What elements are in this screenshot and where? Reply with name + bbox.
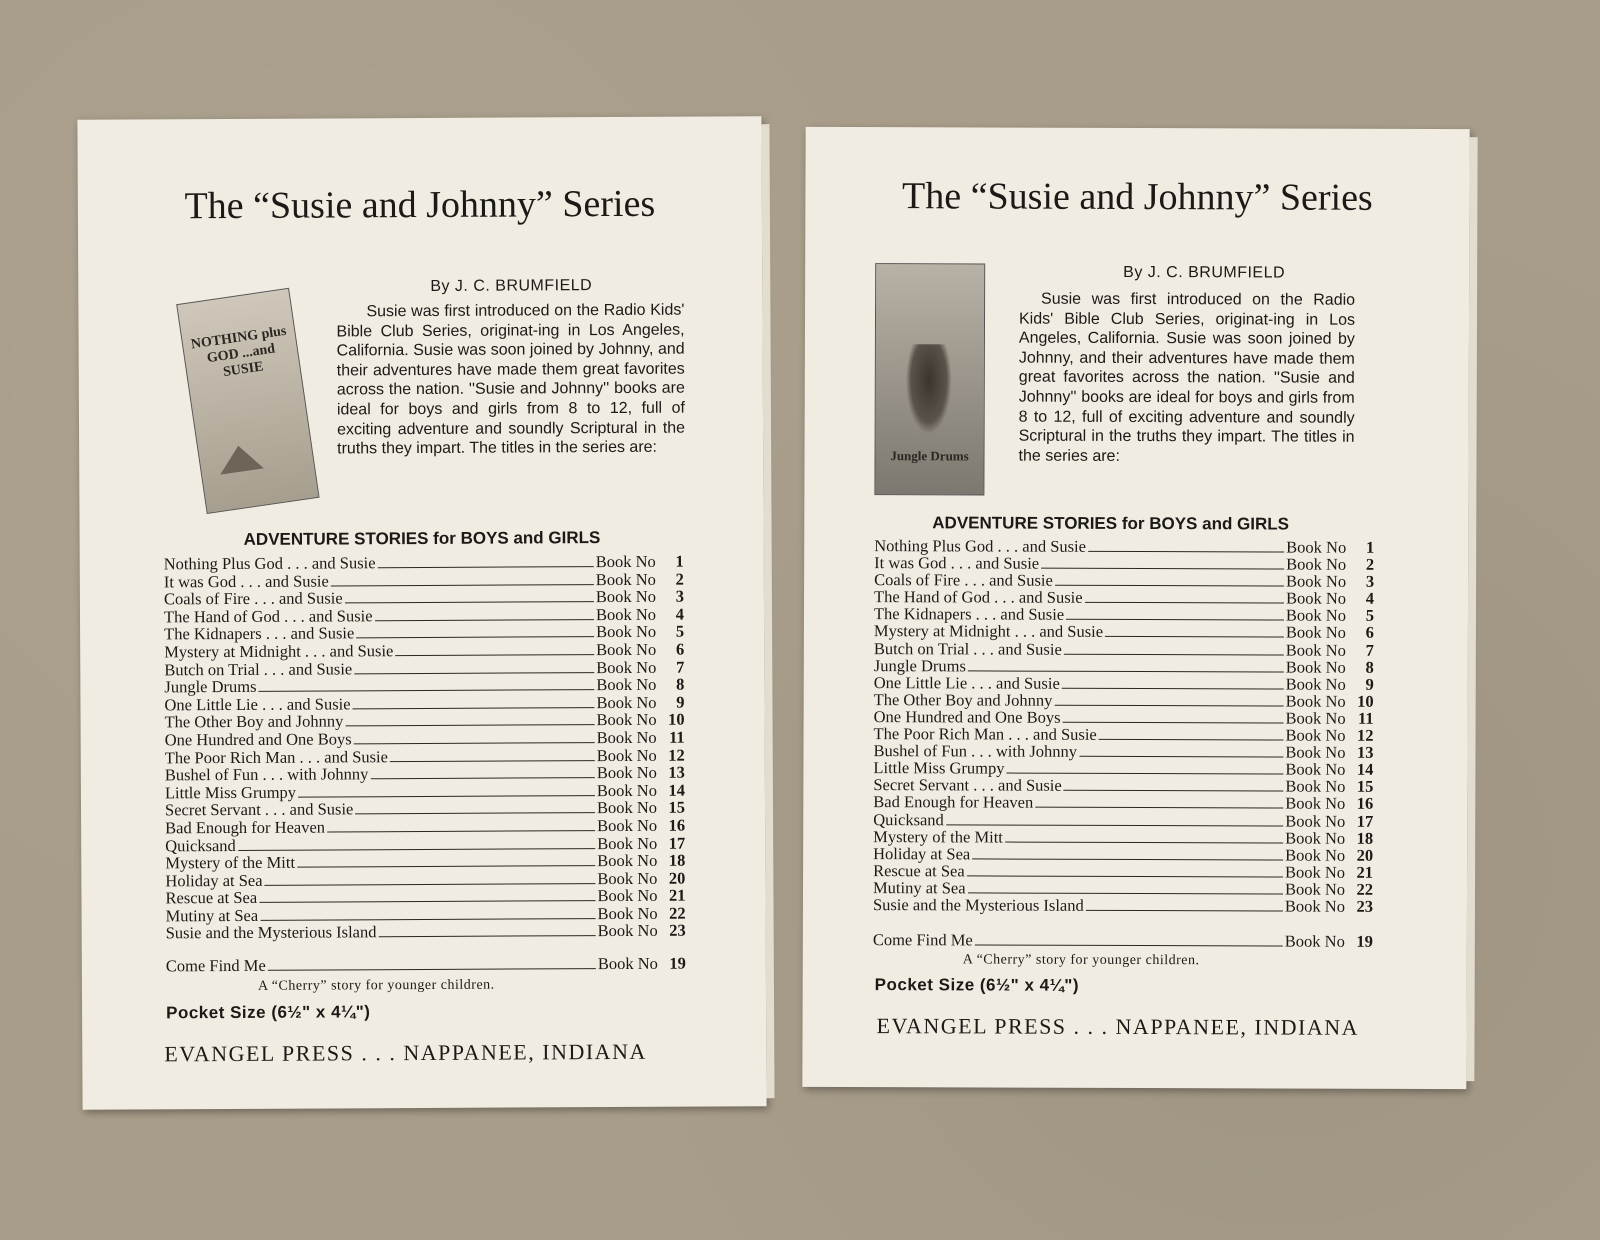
leader-line xyxy=(946,823,1283,826)
book-number: 10 xyxy=(668,709,685,730)
book-label: Book No xyxy=(1285,640,1346,660)
book-number: 6 xyxy=(675,639,685,659)
leader-line xyxy=(1035,806,1283,809)
book-number: 2 xyxy=(1365,554,1375,574)
list-item xyxy=(873,931,1373,950)
book-label: Book No xyxy=(1284,931,1345,951)
book-number: 8 xyxy=(676,674,685,694)
book-title: Mystery at Midnight . . . and Susie xyxy=(164,641,394,662)
book-list xyxy=(873,537,1374,915)
leader-line xyxy=(1007,772,1284,775)
book-label: Book No xyxy=(596,762,657,783)
book-title: Nothing Plus God . . . and Susie xyxy=(163,553,376,574)
book-label: Book No xyxy=(596,745,657,765)
book-number: 16 xyxy=(1356,794,1374,814)
cherry-note: A “Cherry” story for younger children. xyxy=(962,952,1200,969)
book-label: Book No xyxy=(596,622,657,642)
leader-line xyxy=(968,891,1283,894)
leader-line xyxy=(390,759,595,762)
leader-line xyxy=(298,794,595,798)
book-label: Book No xyxy=(1285,862,1346,882)
book-number: 3 xyxy=(1365,571,1375,592)
leader-line xyxy=(1041,567,1284,570)
book-label: Book No xyxy=(597,903,658,923)
leader-line xyxy=(238,847,595,851)
leader-line xyxy=(379,935,596,938)
book-number: 15 xyxy=(668,797,686,818)
book-number: 23 xyxy=(669,921,686,941)
book-label: Book No xyxy=(1284,879,1346,899)
book-label: Book No xyxy=(1285,708,1346,728)
leader-line xyxy=(1064,789,1284,792)
book-number: 12 xyxy=(668,745,685,765)
book-label: Book No xyxy=(595,604,657,624)
pocket-size: Pocket Size (6½" x 4¼") xyxy=(874,975,1080,995)
series-title: The “Susie and Johnny” Series xyxy=(184,182,656,228)
book-label: Book No xyxy=(1286,537,1347,557)
leader-line xyxy=(1085,601,1284,604)
book-label: Book No xyxy=(596,727,657,748)
book-cover-image xyxy=(176,288,319,514)
book-title: Come Find Me xyxy=(872,930,973,950)
book-number: 17 xyxy=(1356,811,1374,831)
book-label: Book No xyxy=(595,569,656,589)
leader-line xyxy=(260,917,595,921)
book-list xyxy=(164,553,686,943)
book-number: 7 xyxy=(1365,640,1374,660)
book-number: 22 xyxy=(1356,879,1374,899)
book-number: 12 xyxy=(1357,725,1374,745)
booklet-edge xyxy=(1466,137,1477,1081)
book-number: 10 xyxy=(1357,691,1374,711)
book-title: Mutiny at Sea xyxy=(165,905,259,926)
list-item xyxy=(873,896,1373,915)
leader-line xyxy=(354,741,595,744)
book-number: 8 xyxy=(1365,657,1374,677)
book-title: Bushel of Fun . . . with Johnny xyxy=(164,764,369,785)
book-label: Book No xyxy=(597,886,658,906)
book-label: Book No xyxy=(1284,896,1345,916)
book-number: 16 xyxy=(668,815,686,835)
leader-line xyxy=(268,967,596,971)
list-heading: ADVENTURE STORIES for BOYS and GIRLS xyxy=(932,513,1290,534)
leader-line xyxy=(968,669,1284,672)
book-title: The Other Boy and Johnny xyxy=(873,689,1053,710)
leader-line xyxy=(1086,909,1283,912)
leader-line xyxy=(1099,738,1284,741)
book-number: 4 xyxy=(675,604,685,624)
book-label: Book No xyxy=(1285,845,1346,865)
book-title: Bad Enough for Heaven xyxy=(165,817,326,838)
book-label: Book No xyxy=(597,921,658,941)
list-item xyxy=(166,922,686,942)
book-label: Book No xyxy=(597,833,658,853)
book-title: Secret Servant . . . and Susie xyxy=(164,799,354,820)
book-number: 14 xyxy=(668,780,685,800)
book-number: 22 xyxy=(669,903,686,923)
intro-paragraph: Susie was first introduced on the Radio Kids' Bible Club Series, originat-ing in Los Angeles, California. Susie was soon joined by Johnny, and their adventures have made them great favorites across the nation. ''Susie and Johnny'' books are ideal for boys and girls from 8 to 12, full of exciting adventure and soundly Scriptural in the truths they impart. The titles in the series are: xyxy=(336,301,686,458)
pocket-size: Pocket Size (6½" x 4¼") xyxy=(166,1002,371,1023)
leader-line xyxy=(1055,584,1284,587)
book-label: Book No xyxy=(597,953,658,974)
leader-line xyxy=(1105,635,1284,638)
leader-line xyxy=(1062,686,1284,689)
book-label: Book No xyxy=(1285,691,1346,711)
book-label: Book No xyxy=(1286,571,1347,591)
book-number: 17 xyxy=(668,833,686,853)
book-number: 1 xyxy=(1365,537,1375,557)
leader-line xyxy=(356,635,594,638)
leader-line xyxy=(354,671,594,674)
book-title: One Hundred and One Boys xyxy=(164,729,352,750)
leader-line xyxy=(1066,618,1284,621)
book-label: Book No xyxy=(1285,793,1346,814)
book-number: 2 xyxy=(675,569,684,589)
cherry-note: A “Cherry” story for younger children. xyxy=(257,977,495,994)
book-label: Book No xyxy=(596,639,657,660)
book-title: The Hand of God . . . and Susie xyxy=(874,587,1083,608)
book-number: 15 xyxy=(1356,777,1374,797)
book-number: 21 xyxy=(668,885,686,905)
leader-line xyxy=(975,943,1283,946)
leader-line xyxy=(378,565,594,568)
booklet-edge xyxy=(761,124,774,1098)
book-title: It was God . . . and Susie xyxy=(163,571,329,591)
book-number: 7 xyxy=(675,657,685,677)
book-label: Book No xyxy=(1285,828,1346,848)
series-title: The “Susie and Johnny” Series xyxy=(902,175,1373,219)
book-title: Bushel of Fun . . . with Johnny xyxy=(873,741,1078,761)
book-number: 5 xyxy=(675,622,685,642)
book-number: 9 xyxy=(676,692,685,712)
book-number: 1 xyxy=(675,551,684,571)
book-title: Secret Servant . . . and Susie xyxy=(873,775,1062,796)
book-title: Jungle Drums xyxy=(164,677,257,697)
book-title: Mystery at Midnight . . . and Susie xyxy=(873,621,1104,642)
book-title: Coals of Fire . . . and Susie xyxy=(874,570,1053,590)
extra-book-list xyxy=(166,955,686,975)
book-title: Come Find Me xyxy=(165,955,266,976)
book-label: Book No xyxy=(1285,588,1347,609)
book-label: Book No xyxy=(596,780,657,800)
publisher-line: EVANGEL PRESS . . . NAPPANEE, INDIANA xyxy=(876,1013,1360,1040)
author-line: By J. C. BRUMFIELD xyxy=(1123,263,1286,282)
book-number: 20 xyxy=(668,868,686,888)
book-title: Holiday at Sea xyxy=(165,870,263,891)
list-item xyxy=(873,793,1373,812)
book-label: Book No xyxy=(596,798,658,818)
book-title: The Hand of God . . . and Susie xyxy=(163,606,373,627)
leader-line xyxy=(370,776,594,779)
book-title: Little Miss Grumpy xyxy=(873,758,1005,778)
book-title: It was God . . . and Susie xyxy=(874,553,1040,573)
book-number: 23 xyxy=(1356,896,1373,916)
book-title: Nothing Plus God . . . and Susie xyxy=(874,536,1087,556)
book-title: Susie and the Mysterious Island xyxy=(165,922,377,943)
book-title: One Little Lie . . . and Susie xyxy=(164,694,351,715)
cover-title: Jungle Drums xyxy=(890,448,969,464)
leader-line xyxy=(331,583,594,586)
leader-line xyxy=(297,864,595,868)
list-item xyxy=(166,955,686,975)
book-label: Book No xyxy=(1286,554,1347,574)
book-number: 3 xyxy=(675,586,684,606)
book-label: Book No xyxy=(1285,776,1346,797)
leader-line xyxy=(395,653,594,656)
book-label: Book No xyxy=(1285,622,1346,643)
book-label: Book No xyxy=(597,868,658,888)
leader-line xyxy=(259,688,595,692)
book-label: Book No xyxy=(1285,725,1346,745)
cover-title: NOTHING plus GOD ...and SUSIE xyxy=(190,323,288,381)
book-title: Bad Enough for Heaven xyxy=(873,792,1034,813)
leader-line xyxy=(1064,652,1284,655)
book-title: The Kidnapers . . . and Susie xyxy=(164,623,355,644)
book-title: Mutiny at Sea xyxy=(872,877,966,898)
book-label: Book No xyxy=(1285,657,1346,677)
book-title: Little Miss Grumpy xyxy=(164,782,297,803)
leader-line xyxy=(259,899,595,903)
leader-line xyxy=(1054,704,1283,707)
leader-line xyxy=(967,874,1283,877)
book-number: 11 xyxy=(1357,708,1374,728)
book-title: Susie and the Mysterious Island xyxy=(872,895,1084,915)
book-label: Book No xyxy=(596,674,657,695)
book-title: Holiday at Sea xyxy=(873,843,971,864)
book-title: The Poor Rich Man . . . and Susie xyxy=(164,746,388,767)
intro-paragraph: Susie was first introduced on the Radio Kids' Bible Club Series, originat-ing in Los Angeles, California. Susie was soon joined by Johnny, and their adventures have made them great favorites across the nation. ''Susie and Johnny'' books are ideal for boys and girls from 8 to 12, full of exciting adventure and soundly Scriptural in the truths they impart. The titles in the series are: xyxy=(1018,290,1356,465)
book-title: Coals of Fire . . . and Susie xyxy=(163,588,343,609)
author-line: By J. C. BRUMFIELD xyxy=(430,277,593,295)
leader-line xyxy=(375,618,594,621)
book-label: Book No xyxy=(597,815,658,835)
book-cover-image xyxy=(874,263,985,495)
book-number: 18 xyxy=(668,850,686,870)
book-title: The Other Boy and Johnny xyxy=(164,711,344,732)
book-label: Book No xyxy=(596,657,657,677)
extra-book-list xyxy=(873,931,1373,950)
leader-line xyxy=(353,706,595,709)
book-label: Book No xyxy=(1285,742,1346,762)
book-label: Book No xyxy=(1285,759,1346,779)
publisher-line: EVANGEL PRESS . . . NAPPANEE, INDIANA xyxy=(164,1038,647,1067)
book-title: One Little Lie . . . and Susie xyxy=(873,672,1060,693)
book-title: Mystery of the Mitt xyxy=(165,852,296,873)
leader-line xyxy=(345,600,594,603)
book-label: Book No xyxy=(596,692,657,712)
book-number: 5 xyxy=(1365,606,1375,626)
leader-line xyxy=(355,811,595,814)
booklet-right xyxy=(802,127,1469,1089)
book-title: Quicksand xyxy=(165,835,236,855)
book-label: Book No xyxy=(1285,811,1346,831)
book-number: 11 xyxy=(669,727,685,747)
book-title: Butch on Trial . . . and Susie xyxy=(164,658,353,679)
book-title: Quicksand xyxy=(873,809,944,829)
leader-line xyxy=(327,829,595,832)
hut-icon xyxy=(216,443,263,475)
leader-line xyxy=(1063,721,1284,724)
leader-line xyxy=(1088,550,1284,553)
leader-line xyxy=(345,723,594,726)
book-number: 13 xyxy=(668,762,685,782)
book-label: Book No xyxy=(1285,674,1346,694)
book-number: 18 xyxy=(1356,828,1374,848)
leader-line xyxy=(265,882,596,886)
booklet-left xyxy=(77,116,766,1110)
book-number: 9 xyxy=(1365,674,1374,694)
leader-line xyxy=(972,857,1283,860)
book-number: 13 xyxy=(1356,742,1374,762)
book-label: Book No xyxy=(596,710,657,730)
book-title: Mystery of the Mitt xyxy=(873,826,1003,847)
book-title: Rescue at Sea xyxy=(165,888,258,908)
leader-line xyxy=(1005,840,1283,843)
book-label: Book No xyxy=(595,586,656,607)
book-label: Book No xyxy=(597,850,658,871)
list-heading: ADVENTURE STORIES for BOYS and GIRLS xyxy=(243,528,601,549)
book-label: Book No xyxy=(1285,605,1347,626)
book-title: One Hundred and One Boys xyxy=(873,707,1061,727)
book-number: 19 xyxy=(669,953,686,973)
book-number: 6 xyxy=(1365,623,1374,643)
leader-line xyxy=(1079,755,1283,758)
book-title: Butch on Trial . . . and Susie xyxy=(873,638,1062,659)
jungle-figure-icon xyxy=(906,344,952,434)
book-title: Jungle Drums xyxy=(873,655,966,676)
book-title: The Poor Rich Man . . . and Susie xyxy=(873,724,1097,744)
book-title: The Kidnapers . . . and Susie xyxy=(873,604,1065,625)
book-label: Book No xyxy=(595,551,656,572)
book-number: 14 xyxy=(1356,759,1374,780)
book-number: 20 xyxy=(1356,845,1374,865)
book-number: 4 xyxy=(1365,589,1375,609)
book-number: 19 xyxy=(1356,931,1373,951)
book-number: 21 xyxy=(1356,862,1374,882)
book-title: Rescue at Sea xyxy=(873,860,965,881)
